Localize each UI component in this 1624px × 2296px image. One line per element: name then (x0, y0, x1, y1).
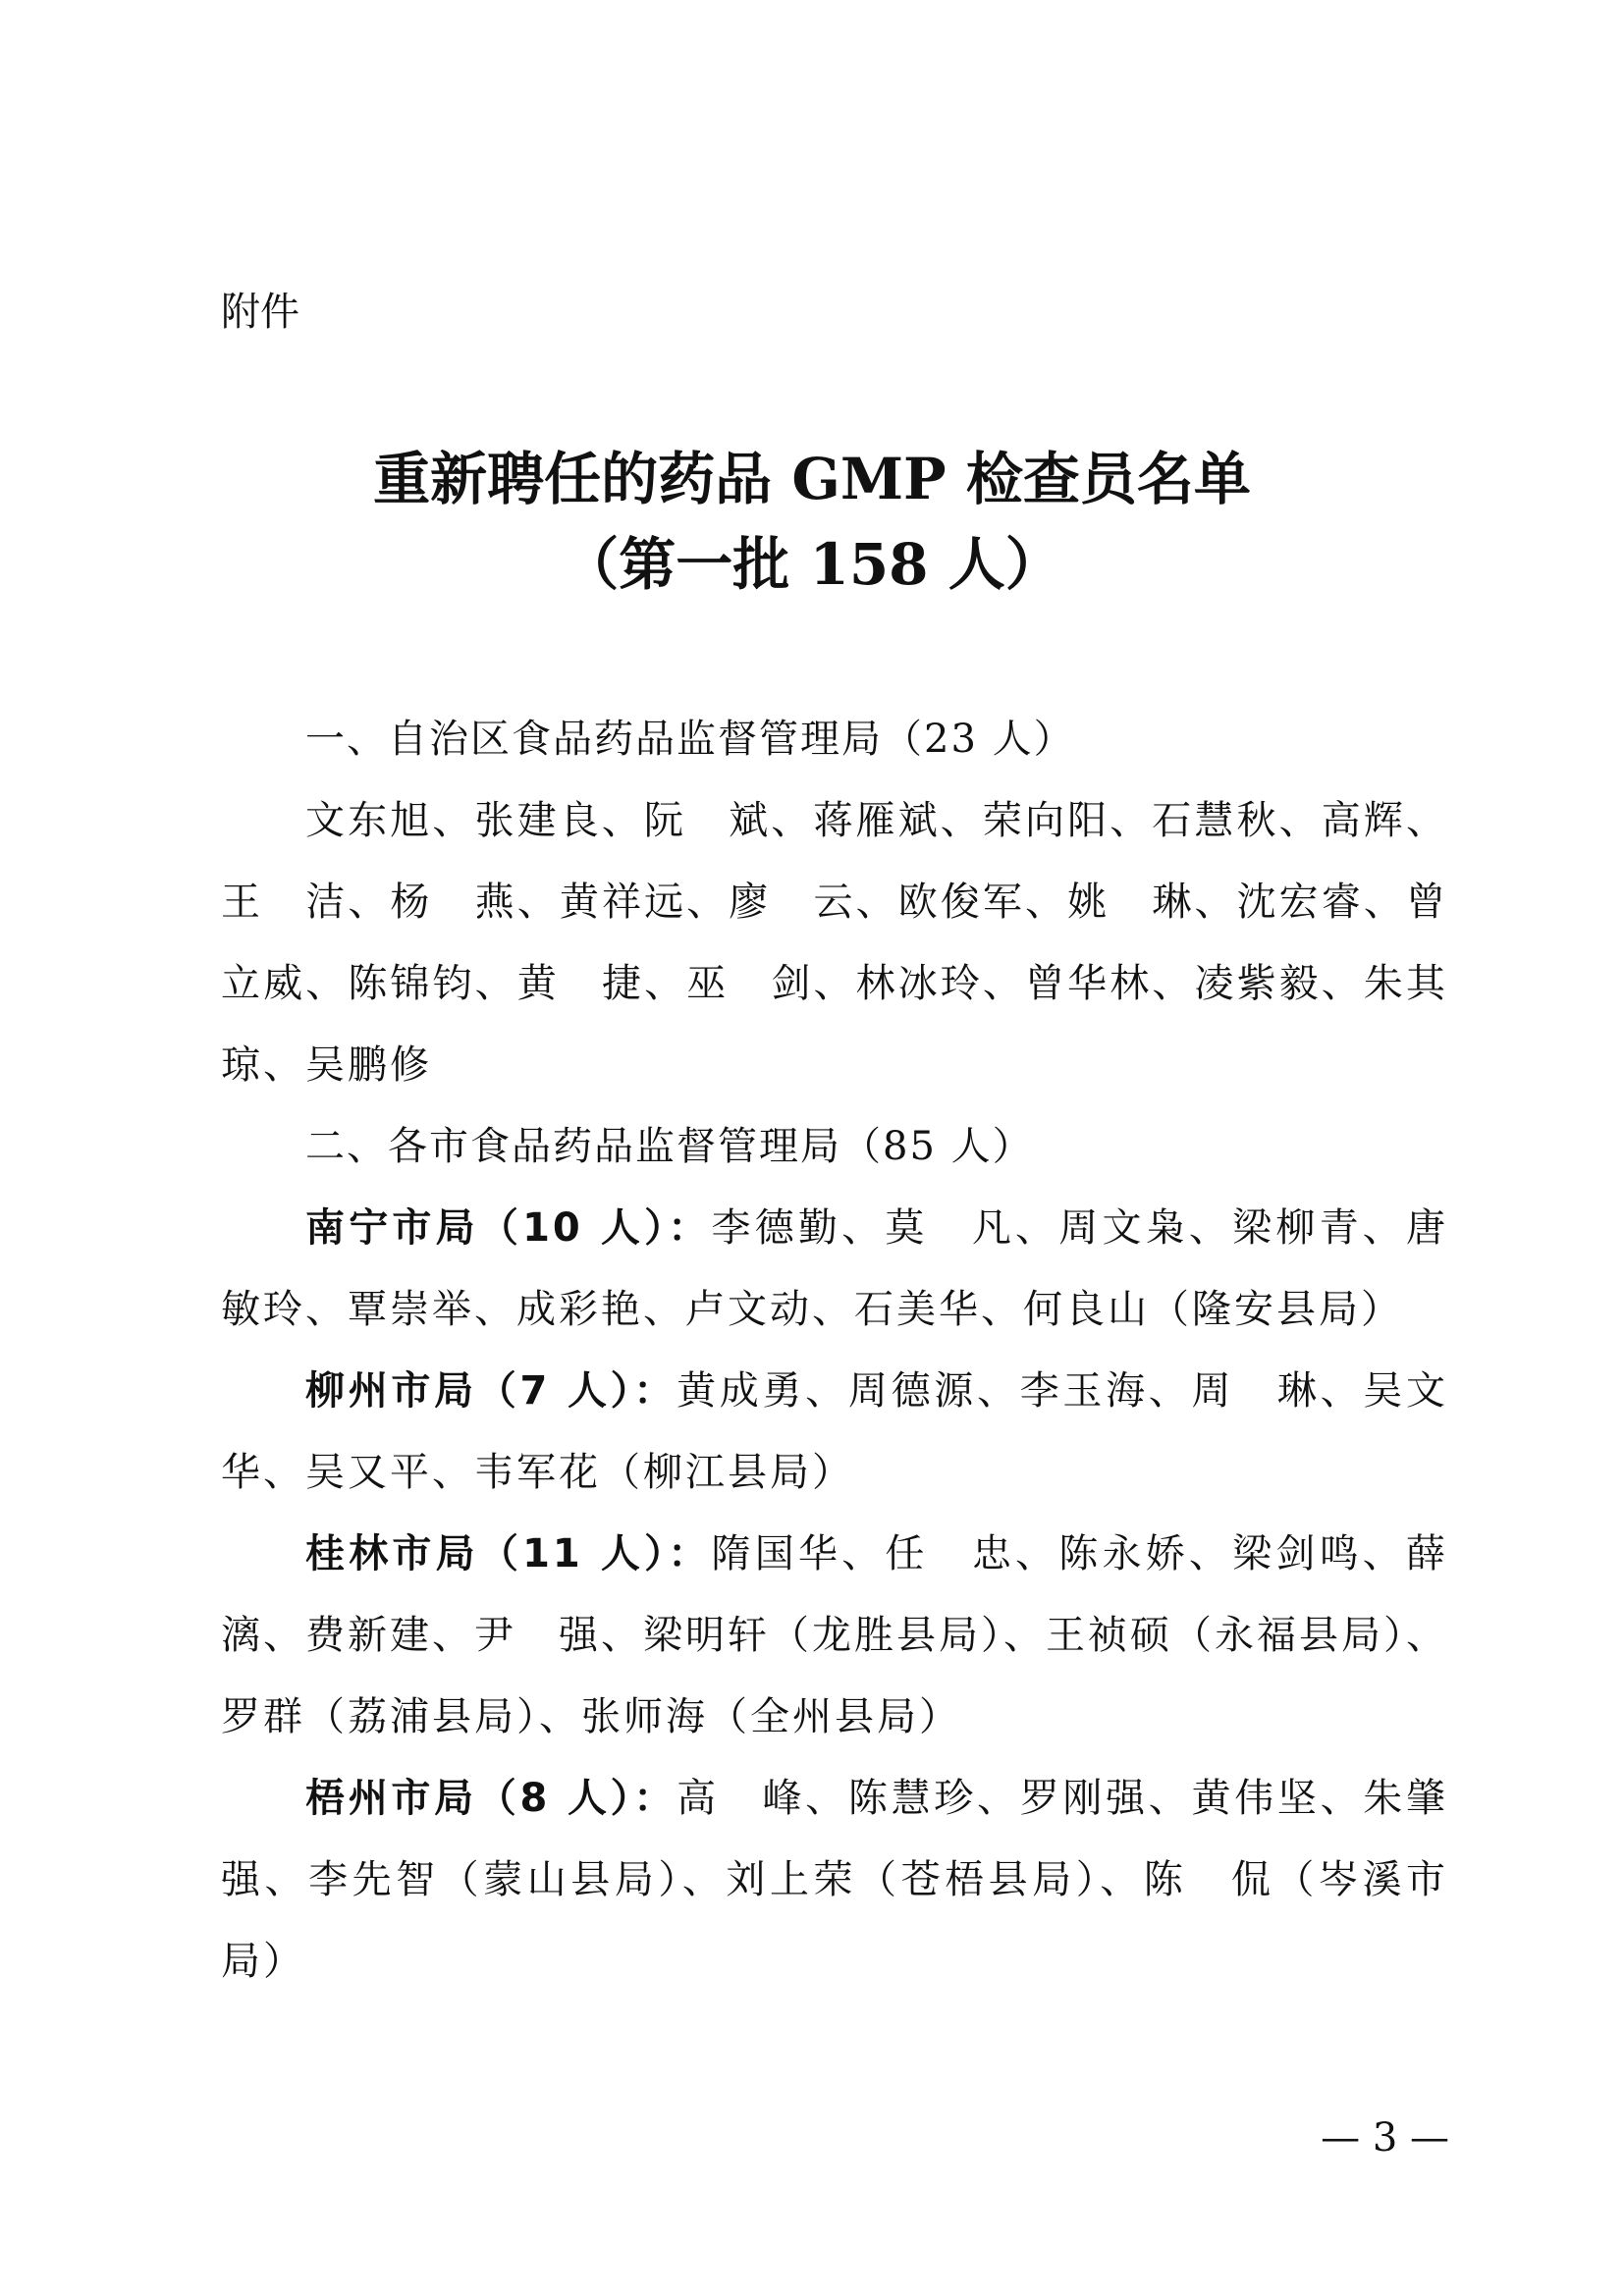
city-entry-nanning (221, 1188, 1448, 1351)
city-names: 隋国华、任 忠、陈永娇、梁剑鸣、薛漓、费新建、尹 强、梁明轩（龙胜县局）、王祯硕（永福县局）、罗群（荔浦县局）、张师海（全州县局） (221, 1531, 1449, 1739)
document-subtitle: （第一批 158 人） (562, 531, 1062, 598)
city-entry-wuzhou (221, 1758, 1448, 2002)
city-label: 柳州市局（7 人）： (305, 1368, 677, 1414)
city-names: 高 峰、陈慧珍、罗刚强、黄伟坚、朱肇强、李先智（蒙山县局）、刘上荣（苍梧县局）、陈 侃（岑溪市局） (221, 1776, 1449, 1984)
city-names: 黄成勇、周德源、李玉海、周 琳、吴文华、吴又平、韦军花（柳江县局） (221, 1368, 1449, 1495)
section-1-names: 文东旭、张建良、阮 斌、蒋雁斌、荣向阳、石慧秋、高辉、王 洁、杨 燕、黄祥远、廖 云、欧俊军、姚 琳、沈宏睿、曾立威、陈锦钧、黄 捷、巫 剑、林冰玲、曾华林、凌紫毅、朱其琼、吴鹏修 (221, 798, 1448, 1088)
city-label: 梧州市局（8 人）： (305, 1776, 677, 1821)
section-2-heading: 二、各市食品药品监督管理局（85 人） (305, 1124, 1034, 1169)
section-1-heading: 一、自治区食品药品监督管理局（23 人） (305, 717, 1075, 762)
document-body (221, 699, 1448, 2002)
city-label: 桂林市局（11 人）： (305, 1531, 712, 1576)
city-entry-guilin (221, 1514, 1448, 1758)
document-title: 重新聘任的药品 GMP 检查员名单 (373, 446, 1251, 512)
attachment-label: 附件 (221, 290, 299, 335)
city-names: 李德勤、莫 凡、周文枭、梁柳青、唐敏玲、覃崇举、成彩艳、卢文动、石美华、何良山（隆安县局） (221, 1205, 1449, 1332)
city-label: 南宁市局（10 人）： (305, 1205, 712, 1251)
city-entry-liuzhou (221, 1351, 1448, 1514)
page-number: — 3 — (1321, 2115, 1449, 2161)
